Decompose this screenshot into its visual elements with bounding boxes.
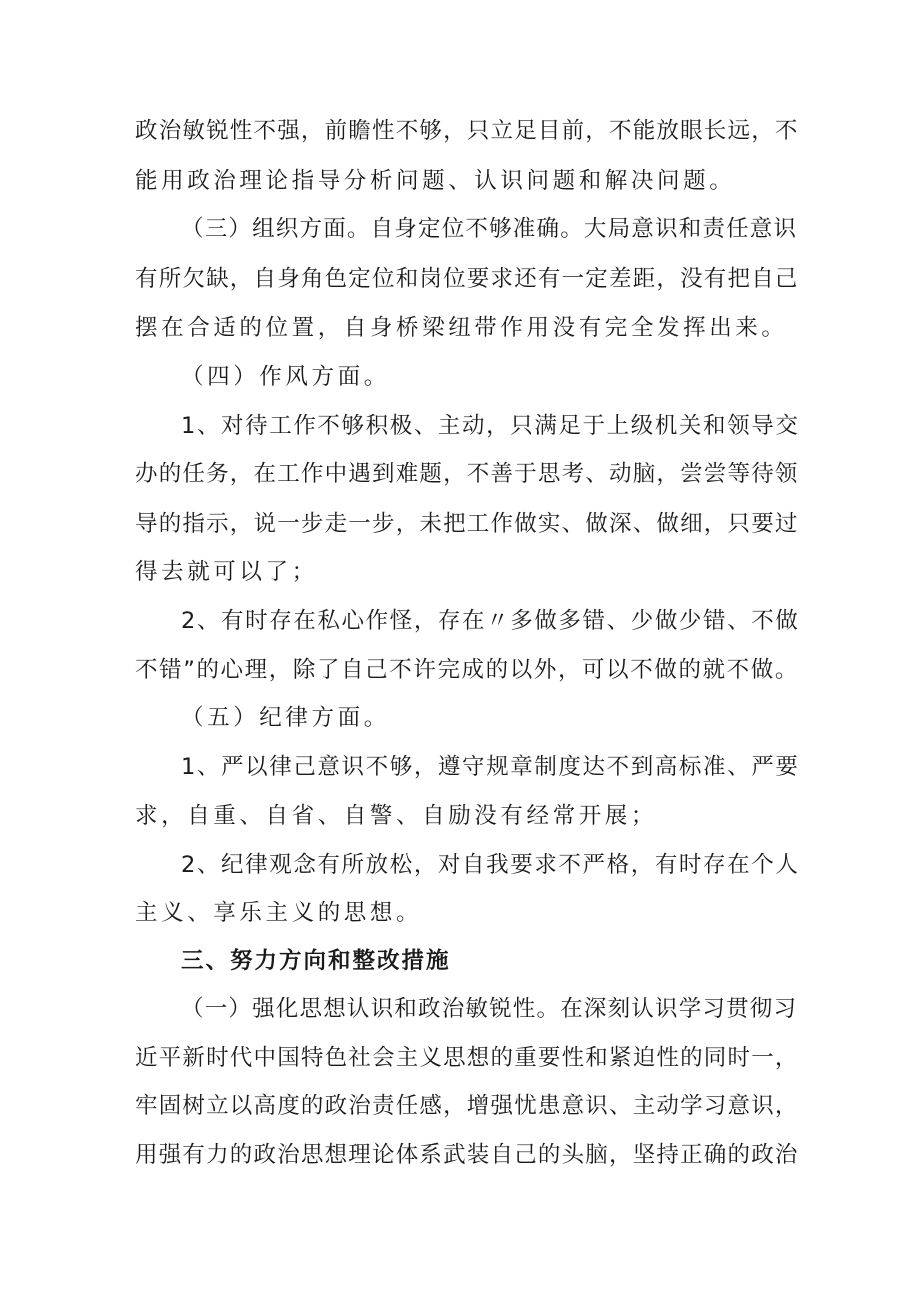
text-line: （四）作风方面。 bbox=[181, 364, 390, 390]
text-line: 1、对待工作不够积极、主动，只满足于上级机关和领导交 bbox=[181, 413, 800, 439]
text-line: 近平新时代中国特色社会主义思想的重要性和紧迫性的同时一， bbox=[135, 1045, 799, 1071]
text-line: 主义、享乐主义的思想。 bbox=[135, 900, 423, 926]
text-line: 摆在合适的位置，自身桥梁纽带作用没有完全发挥出来。 bbox=[135, 315, 788, 341]
text-line: 办的任务，在工作中遇到难题，不善于思考、动脑，尝尝等待领 bbox=[135, 461, 799, 487]
text-line: 2、有时存在私心作怪，存在〃多做多错、少做少错、不做 bbox=[181, 608, 800, 634]
text-line: 2、纪律观念有所放松，对自我要求不严格，有时存在个人 bbox=[181, 852, 800, 878]
section-heading: 三、努力方向和整改措施 bbox=[181, 948, 451, 974]
text-line: 有所欠缺，自身角色定位和岗位要求还有一定差距，没有把自己 bbox=[135, 266, 799, 292]
text-line: 不错”的心理，除了自己不许完成的以外，可以不做的就不做。 bbox=[135, 657, 799, 683]
text-line: 政治敏锐性不强，前瞻性不够，只立足目前，不能放眼长远，不 bbox=[135, 118, 799, 144]
text-line: 1、严以律己意识不够，遵守规章制度达不到高标准、严要 bbox=[181, 754, 800, 780]
text-line: （五）纪律方面。 bbox=[181, 705, 390, 731]
text-line: 求，自重、自省、自警、自励没有经常开展； bbox=[135, 803, 658, 829]
text-line: 导的指示，说一步走一步，未把工作做实、做深、做细，只要过 bbox=[135, 511, 799, 537]
text-line: （三）组织方面。自身定位不够准确。大局意识和责任意识 bbox=[181, 216, 798, 242]
text-line: 得去就可以了； bbox=[135, 559, 318, 585]
text-line: 能用政治理论指导分析问题、认识问题和解决问题。 bbox=[135, 168, 736, 194]
text-line: 用强有力的政治思想理论体系武装自己的头脑，坚持正确的政治 bbox=[135, 1142, 799, 1168]
text-line: 牢固树立以高度的政治责任感，增强忧患意识、主动学习意识， bbox=[135, 1093, 799, 1119]
text-line: （一）强化思想认识和政治敏锐性。在深刻认识学习贯彻习 bbox=[181, 996, 798, 1022]
